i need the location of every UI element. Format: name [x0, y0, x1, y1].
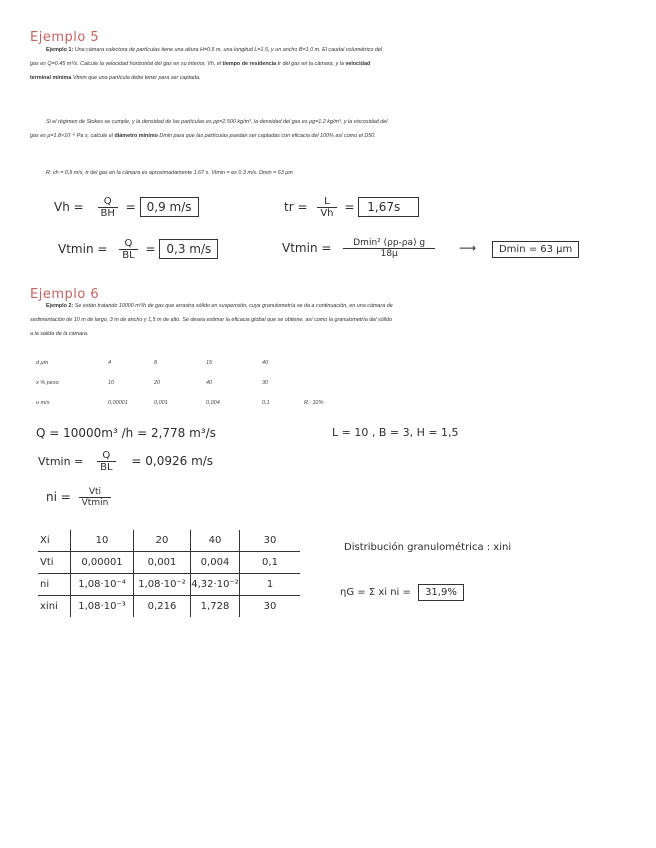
- tr-numerator: L: [317, 196, 336, 208]
- granulometry-table: [36, 358, 336, 408]
- vt-numerator: Q: [119, 238, 137, 250]
- table-cell: 0,00001: [71, 552, 134, 574]
- table-cell: 0,004: [191, 552, 240, 574]
- ni-numerator: Vti: [79, 487, 112, 498]
- vh-result-box: 0,9 m/s: [140, 197, 199, 217]
- example-2-statement: [30, 299, 394, 342]
- table-cell: 30: [240, 596, 301, 618]
- table-cell: 10: [108, 380, 115, 386]
- efficiency-label: ηG = Σ xi ni =: [340, 587, 411, 598]
- table-cell: 0,1: [262, 400, 270, 406]
- table-cell: 1,08·10⁻³: [71, 596, 134, 618]
- example-1-heading: Ejemplo 5: [30, 30, 100, 45]
- vtmin-label: Vtmin =: [282, 241, 332, 255]
- tr-formula: [284, 196, 419, 219]
- vt-formula: [58, 238, 218, 261]
- example-2-text: Se están tratando 10000 m³/h de gas que arrastra sólido en suspensión, cuya granulometría se da a continuación, en una cámara de sedimentación de 10 m de largo, 3 m de ancho y 1,5 m de alto. Se desea estimar la eficacia global que se obtiene, así como la granulometría del sólido a la salida de la cámara.: [30, 303, 393, 338]
- header-cell: 30: [240, 530, 301, 552]
- vt-denominator: BL: [122, 250, 135, 261]
- example-1-stokes-paragraph: [30, 115, 392, 143]
- ni-denominator: Vtmin: [81, 498, 109, 508]
- tr-result-box: 1,67s: [358, 197, 419, 217]
- residence-time-term: tiempo de residencia: [222, 61, 277, 68]
- flow-rate-line: Q = 10000m³ /h = 2,778 m³/s: [36, 426, 216, 440]
- table-cell: 1,08·10⁻²: [134, 574, 191, 596]
- table-row: [38, 552, 300, 574]
- vtmin-fraction: [343, 238, 435, 259]
- vtmin-denominator: 18μ: [380, 249, 398, 259]
- table-cell: 4: [108, 360, 112, 366]
- example-2-heading: Ejemplo 6: [30, 287, 100, 302]
- table-cell: 4,32·10⁻²: [191, 574, 240, 596]
- vt-label: Vtmin =: [58, 242, 108, 256]
- table-cell: 15: [206, 360, 213, 366]
- vtmin-result: = 0,0926 m/s: [131, 454, 214, 468]
- efficiency-result-box: 31,9%: [418, 584, 464, 601]
- results-table: [38, 530, 300, 617]
- header-cell: 10: [71, 530, 134, 552]
- example-1-statement: [30, 43, 392, 86]
- ni-fraction: [79, 487, 112, 508]
- header-cell: Xi: [38, 530, 71, 552]
- vtmin-fraction: [97, 450, 115, 473]
- example-1-answer: R: vh = 0,9 m/s, tr del gas en la cámara es aproximadamente 1.67 s. Vtmin = es 0.3 m/s. Dmin = 63 μm: [46, 170, 293, 176]
- global-efficiency: [340, 584, 464, 601]
- vtmin-numerator: Q: [97, 450, 115, 462]
- table-cell: 0,001: [154, 400, 168, 406]
- ni-label: ni =: [46, 490, 71, 504]
- row-label: xini: [38, 596, 71, 618]
- table-cell: 40: [206, 380, 213, 386]
- table-cell: 0,004: [206, 400, 220, 406]
- equals-sign: =: [145, 242, 156, 256]
- table-row-label: d μm: [36, 360, 49, 366]
- table-cell: 0,216: [134, 596, 191, 618]
- table-cell: 40: [262, 360, 269, 366]
- table-row-label: u m/s: [36, 400, 50, 406]
- tr-fraction: [317, 196, 336, 219]
- distribution-label: Distribución granulométrica : xini: [344, 542, 512, 553]
- vh-numerator: Q: [98, 196, 118, 208]
- vh-label: Vh =: [54, 200, 84, 214]
- table-row: [38, 596, 300, 618]
- vtmin-denominator: BL: [100, 462, 113, 473]
- header-cell: 40: [191, 530, 240, 552]
- terminal-velocity-term: velocidad terminal mínima: [30, 61, 371, 82]
- chamber-dimensions-line: L = 10 , B = 3, H = 1,5: [332, 426, 459, 439]
- arrow-icon: ⟶: [458, 241, 477, 255]
- ni-formula: [46, 487, 111, 508]
- stokes-text: Dmin para que las partículas puedan ser captadas con eficacia del 100% así como el D50.: [157, 133, 376, 140]
- table-row-label: x % peso: [36, 380, 59, 386]
- table-cell: 0,00001: [108, 400, 128, 406]
- table-result: R.: 32%: [304, 400, 324, 406]
- vh-formula: [54, 196, 199, 219]
- vtmin-stokes-formula: [282, 238, 579, 259]
- dmin-result-box: Dmin = 63 μm: [492, 241, 579, 258]
- table-header-row: [38, 530, 300, 552]
- row-label: Vti: [38, 552, 71, 574]
- vh-fraction: [98, 196, 118, 219]
- vtmin-calc: [38, 450, 213, 473]
- stokes-text: Si el régimen de Stokes se cumple, y la densidad de las partículas es ρp=2.500 kg/m³, la densidad del gas es ρg=1.2 kg/m³, y la viscosidad del gas es μ=1.8×10⁻⁵ Pa s, calcule el: [30, 119, 388, 140]
- example-1-text: Una cámara colectora de partículas tiene una altura H=0.5 m, una longitud L=1.5, y un ancho B=1.0 m. El caudal volumétrico del gas es Q=0.45 m³/s. Calcule la velocidad horizontal del gas en su interior, Vh, el: [30, 47, 383, 68]
- table-cell: 1,08·10⁻⁴: [71, 574, 134, 596]
- equals-sign: =: [344, 200, 355, 214]
- vtmin-numerator: Dmin² (ρp-ρa) g: [343, 238, 435, 249]
- vh-denominator: BH: [100, 208, 115, 219]
- table-cell: 8: [154, 360, 158, 366]
- equals-sign: =: [125, 200, 136, 214]
- table-cell: 1,728: [191, 596, 240, 618]
- table-cell: 1: [240, 574, 301, 596]
- vt-result-box: 0,3 m/s: [159, 239, 218, 259]
- tr-denominator: Vh: [320, 208, 334, 219]
- example-1-text: tr del gas en la cámara, y la: [276, 61, 346, 68]
- table-cell: 20: [154, 380, 161, 386]
- table-row: [38, 574, 300, 596]
- example-1-label: Ejemplo 1:: [46, 47, 74, 53]
- vtmin-label: Vtmin =: [38, 455, 84, 468]
- table-cell: 0,001: [134, 552, 191, 574]
- row-label: ni: [38, 574, 71, 596]
- vt-fraction: [119, 238, 137, 261]
- example-2-label: Ejemplo 2:: [46, 303, 74, 309]
- table-cell: 0,1: [240, 552, 301, 574]
- header-cell: 20: [134, 530, 191, 552]
- table-cell: 30: [262, 380, 269, 386]
- example-1-text: Vtmin que una partícula debe tener para ser captada.: [71, 75, 201, 82]
- tr-label: tr =: [284, 200, 308, 214]
- min-diameter-term: diámetro mínimo: [114, 133, 158, 140]
